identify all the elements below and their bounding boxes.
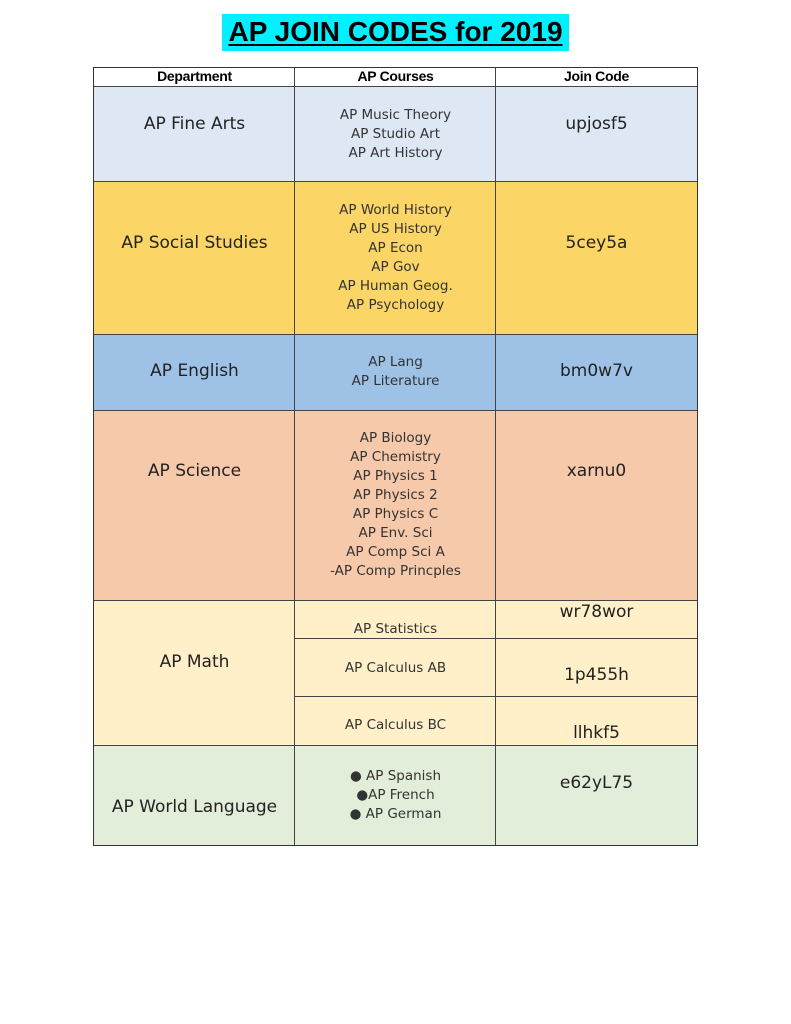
department-social-studies: AP Social Studies [121,233,268,253]
join-code-statistics: wr78wor [559,602,634,622]
course-list-science [295,429,496,581]
course-item: ● AP German [349,806,442,822]
course-list-social-studies [295,201,496,315]
department-science: AP Science [147,461,242,481]
course-item: AP Comp Sci A [346,544,445,560]
column-divider [495,68,496,845]
row-divider [94,181,697,182]
row-divider [94,600,697,601]
header-ap-courses: AP Courses [357,68,434,84]
course-item: AP Env. Sci [358,525,433,541]
title-container [0,14,791,51]
course-calculus-bc: AP Calculus BC [344,717,447,733]
department-english: AP English [150,361,239,381]
subrow-divider [295,696,697,697]
course-item: AP Physics 1 [353,468,438,484]
course-item: ●AP French [356,787,435,803]
course-item: AP Literature [351,373,440,389]
column-divider [294,68,295,845]
course-statistics: AP Statistics [353,621,438,637]
course-item: AP Physics 2 [353,487,438,503]
course-item: AP Chemistry [350,449,441,465]
join-code-fine-arts: upjosf5 [565,114,628,134]
join-code-calculus-ab: 1p455h [564,665,629,685]
join-code-calculus-bc: llhkf5 [573,723,620,743]
header-department: Department [157,68,232,84]
join-code-world-language: e62yL75 [559,773,634,793]
course-item: AP Biology [359,430,432,446]
course-item: AP Art History [348,145,443,161]
course-item: AP Psychology [346,297,445,313]
course-item: AP Gov [371,259,420,275]
course-item: AP Music Theory [339,107,452,123]
course-item: AP Econ [368,240,423,256]
course-item: AP World History [339,202,452,218]
department-world-language: AP World Language [111,797,278,817]
course-item: ● AP Spanish [349,768,442,784]
subrow-divider [295,638,697,639]
course-item: AP Physics C [352,506,439,522]
course-item: AP Lang [368,354,423,370]
row-divider [94,410,697,411]
join-code-social-studies: 5cey5a [565,233,628,253]
course-item: AP Studio Art [350,126,441,142]
row-divider [94,86,697,87]
header-join-code: Join Code [564,68,629,84]
row-divider [94,745,697,746]
page-title: AP JOIN CODES for 2019 [222,14,568,51]
course-item: AP Human Geog. [338,278,453,294]
course-item: AP US History [349,221,442,237]
course-calculus-ab: AP Calculus AB [344,660,447,676]
join-codes-table [93,67,698,846]
course-list-world-language [295,767,496,824]
course-list-english [295,353,496,391]
department-fine-arts: AP Fine Arts [143,114,246,134]
course-item: -AP Comp Princples [330,563,461,579]
join-code-english: bm0w7v [560,361,633,381]
course-list-fine-arts [295,106,496,163]
row-divider [94,334,697,335]
department-math: AP Math [159,652,230,672]
join-code-science: xarnu0 [566,461,627,481]
